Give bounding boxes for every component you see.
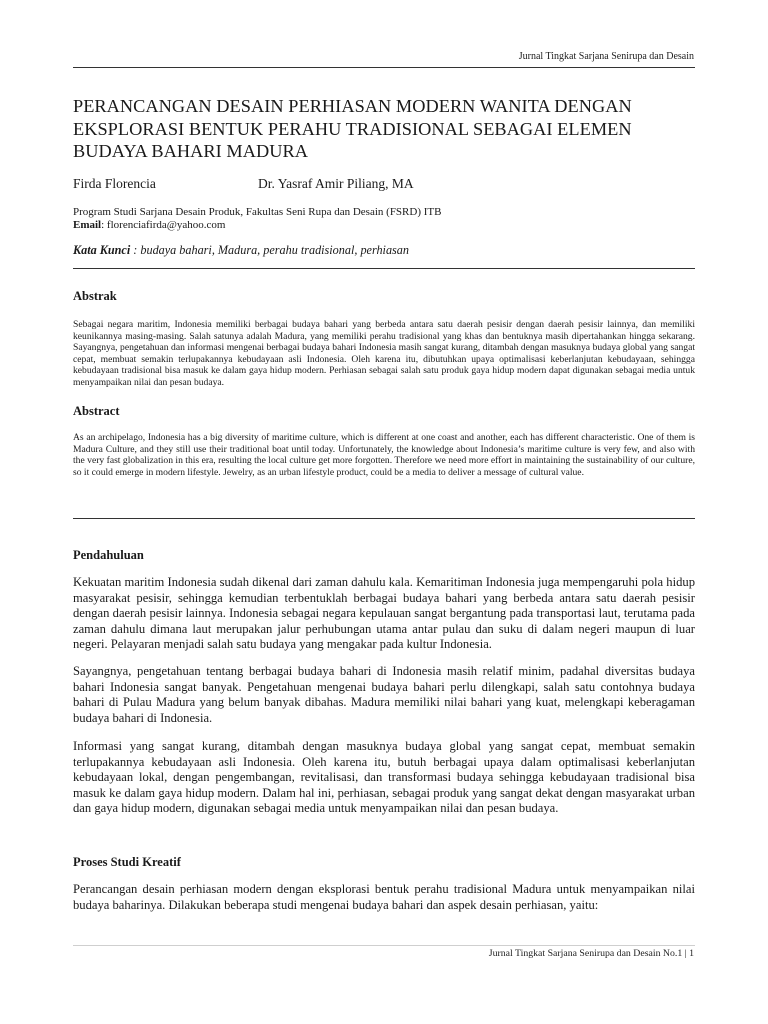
email-line [73, 219, 441, 232]
abstract-heading: Abstract [73, 404, 120, 418]
abstrak-text: Sebagai negara maritim, Indonesia memiliki berbagai budaya bahari yang berbeda antara satu daerah pesisir dengan daerah pesisir lainnya, dan memiliki keunikannya masing-masing. Salah satunya adalah Madura, yang memiliki perahu tradisional yang khas dan bentuknya masih dipertahankan hingga sekarang. Sayangnya, pengetahuan dan informasi mengenai berbagai budaya bahari Indonesia masih sangat kurang, ditambah dengan masuknya budaya global yang sangat cepat, membuat semakin terlupakannya kebudayaan asli Indonesia. Oleh karena itu, dibutuhkan upaya optimalisasi keberlanjutan kebudayaan, sehingga kebudayaan tradisional bisa masuk ke dalam gaya hidup modern. Perhiasan sebagai salah satu produk gaya hidup modern dapat digunakan sebagai media untuk menyampaikan nilai dan pesan budaya. [73, 319, 695, 388]
header-rule [73, 67, 695, 68]
pendahuluan-paragraph: Kekuatan maritim Indonesia sudah dikenal dari zaman dahulu kala. Kemaritiman Indonesia juga mempengaruhi pola hidup masyarakat pesisir, sehingga kemudian terbentuklah berbagai budaya bahari yang berbeda antara satu daerah pesisir dengan daerah pesisir lainnya. Indonesia sebagai negara kepulauan sangat bergantung pada transportasi laut, terutama pada zaman dahulu dimana laut merupakan jalur perhubungan utama antar pulau dan suku di dalam negeri maupun di luar negeri. Pelayaran menjadi salah satu budaya yang mengakar pada kultur Indonesia. [73, 575, 695, 652]
proses-paragraph: Perancangan desain perhiasan modern dengan eksplorasi bentuk perahu tradisional Madura untuk menyampaikan nilai budaya baharinya. Dilakukan beberapa studi mengenai budaya bahari dan aspek desain perhiasan, yaitu: [73, 882, 695, 912]
keywords-rule [73, 268, 695, 269]
abstrak-heading: Abstrak [73, 289, 117, 303]
email-address[interactable]: : florenciafirda@yahoo.com [101, 219, 226, 231]
paper-title: PERANCANGAN DESAIN PERHIASAN MODERN WANITA DENGAN EKSPLORASI BENTUK PERAHU TRADISIONAL SEBAGAI ELEMEN BUDAYA BAHARI MADURA [73, 96, 632, 161]
footer-rule [73, 945, 695, 946]
email-label: Email [73, 219, 102, 231]
proses-heading: Proses Studi Kreatif [73, 855, 181, 869]
keywords-line [73, 243, 409, 258]
running-header: Jurnal Tingkat Sarjana Senirupa dan Desain [518, 51, 694, 62]
keywords-value: : budaya bahari, Madura, perahu tradisional, perhiasan [130, 243, 409, 257]
abstract-text: As an archipelago, Indonesia has a big diversity of maritime culture, which is different at one coast and another, each has different characteristic. One of them is Madura Culture, and they still use their traditional boat until today. Unfortunately, the knowledge about Indonesia’s maritime culture is very few, and also with the very fast globalization in this era, resulting the local culture get more forgotten. Therefore we need more effort in maintaining the sustainability of our culture, so it could emerge in modern lifestyle. Jewelry, as an urban lifestyle product, could be a media to deliver a message of cultural value. [73, 432, 695, 478]
pendahuluan-heading: Pendahuluan [73, 548, 144, 562]
page-footer: Jurnal Tingkat Sarjana Senirupa dan Desain No.1 | 1 [488, 948, 694, 959]
pendahuluan-paragraph: Sayangnya, pengetahuan tentang berbagai budaya bahari di Indonesia masih relatif minim, padahal diversitas budaya bahari Indonesia sangat banyak. Pengetahuan mengenai budaya bahari perlu dilengkapi, salah satu contohnya budaya bahari di Pulau Madura yang belum banyak dibahas. Madura memiliki nilai bahari yang kuat, melengkapi keberagaman budaya bahari di Indonesia. [73, 664, 695, 725]
abstract-rule [73, 518, 695, 519]
affiliation-block [73, 206, 441, 232]
keywords-label: Kata Kunci [73, 243, 131, 257]
affiliation: Program Studi Sarjana Desain Produk, Fakultas Seni Rupa dan Desain (FSRD) ITB [73, 206, 442, 218]
pendahuluan-paragraph: Informasi yang sangat kurang, ditambah dengan masuknya budaya global yang sangat cepat, membuat semakin terlupakannya kebudayaan asli Indonesia. Oleh karena itu, butuh berbagai upaya dalam optimalisasi keberlanjutan kebudayaan lokal, dengan pengembangan, revitalisasi, dan transformasi budaya sehingga kebudayaan tradisional bisa masuk ke dalam gaya hidup modern. Dalam hal ini, perhiasan, sebagai produk yang sangat dekat dengan masyarakat urban dan gaya hidup modern, digunakan sebagai media untuk menyampaikan nilai dan pesan budaya. [73, 739, 695, 816]
author-name: Dr. Yasraf Amir Piliang, MA [258, 176, 414, 191]
author-name: Firda Florencia [73, 176, 156, 191]
